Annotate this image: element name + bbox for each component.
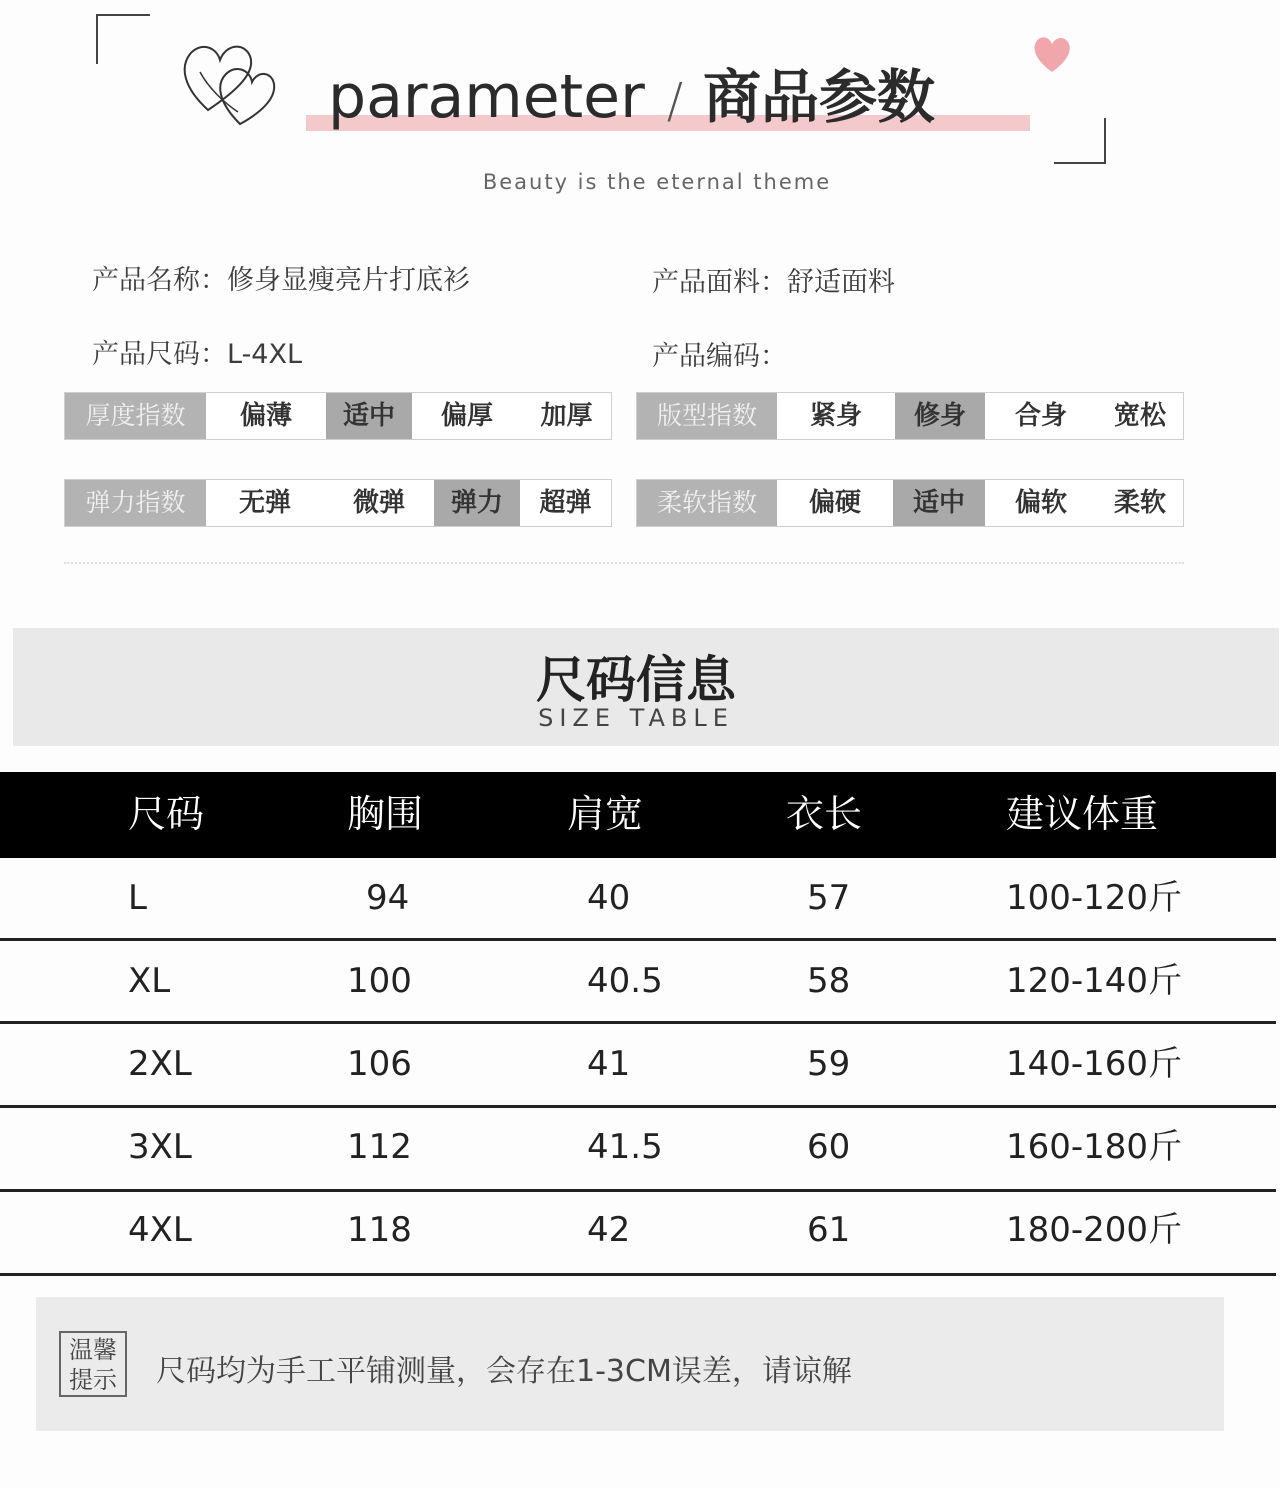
row-divider — [0, 1273, 1276, 1276]
double-heart-outline-icon — [178, 32, 278, 132]
product-fabric: 产品面料：舒适面料 — [652, 267, 895, 298]
table-cell: 57 — [807, 878, 851, 918]
elastic-index-label: 弹力指数 — [65, 480, 206, 526]
title-slash: / — [666, 73, 683, 129]
elastic-index — [64, 479, 612, 527]
fit-option-selected: 修身 — [895, 393, 985, 439]
thickness-index — [64, 392, 612, 440]
fit-option: 合身 — [1014, 401, 1067, 431]
table-cell: 112 — [347, 1127, 412, 1167]
table-cell: 140-160斤 — [1006, 1044, 1183, 1084]
softness-option: 偏硬 — [808, 488, 861, 518]
table-cell: 120-140斤 — [1006, 961, 1183, 1001]
size-info-title: 尺码信息 — [536, 650, 736, 709]
section-divider — [64, 562, 1184, 564]
product-size-range: 产品尺码：L-4XL — [92, 339, 303, 370]
tip-badge-line: 温馨 — [69, 1336, 117, 1364]
size-table-header-cell: 肩宽 — [567, 792, 644, 836]
size-info-subtitle: SIZE TABLE — [538, 704, 734, 732]
elastic-option: 微弹 — [352, 488, 405, 518]
table-cell: 118 — [347, 1210, 412, 1250]
softness-index — [636, 479, 1184, 527]
page-subtitle: Beauty is the eternal theme — [482, 170, 832, 194]
softness-option: 偏软 — [1014, 488, 1067, 518]
thickness-index-label: 厚度指数 — [65, 393, 206, 439]
table-cell: 4XL — [128, 1210, 192, 1250]
table-cell: L — [128, 878, 147, 918]
page-title — [328, 52, 935, 142]
size-table-header-cell: 建议体重 — [1006, 792, 1159, 836]
corner-bracket-top-left — [96, 14, 150, 64]
softness-option: 柔软 — [1113, 488, 1166, 518]
thickness-option: 加厚 — [540, 401, 593, 431]
tip-badge-line: 提示 — [69, 1366, 117, 1394]
product-code: 产品编码： — [652, 341, 787, 372]
size-table-header-cell: 尺码 — [128, 792, 205, 836]
row-divider — [0, 938, 1276, 941]
fit-option: 宽松 — [1113, 401, 1166, 431]
pink-heart-icon — [1030, 32, 1074, 76]
softness-index-label: 柔软指数 — [637, 480, 777, 526]
table-cell: 106 — [347, 1044, 412, 1084]
title-english: parameter — [328, 62, 645, 132]
table-cell: 61 — [807, 1210, 851, 1250]
table-cell: 41.5 — [587, 1127, 663, 1167]
table-cell: 94 — [366, 878, 410, 918]
table-cell: 3XL — [128, 1127, 192, 1167]
fit-index — [636, 392, 1184, 440]
table-cell: 40 — [587, 878, 631, 918]
softness-option-selected: 适中 — [893, 480, 985, 526]
table-cell: 160-180斤 — [1006, 1127, 1183, 1167]
thickness-option: 偏厚 — [440, 401, 493, 431]
elastic-option: 超弹 — [539, 488, 592, 518]
title-chinese: 商品参数 — [702, 63, 935, 131]
fit-index-label: 版型指数 — [637, 393, 777, 439]
elastic-option-selected: 弹力 — [434, 480, 520, 526]
row-divider — [0, 1105, 1276, 1108]
table-cell: 100-120斤 — [1006, 878, 1183, 918]
measurement-note: 尺码均为手工平铺测量，会存在1-3CM误差，请谅解 — [156, 1354, 852, 1389]
table-cell: 40.5 — [587, 961, 663, 1001]
table-cell: 41 — [587, 1044, 631, 1084]
table-cell: XL — [128, 961, 171, 1001]
corner-bracket-bottom-right — [1054, 118, 1106, 164]
table-cell: 42 — [587, 1210, 631, 1250]
tip-badge — [59, 1331, 127, 1397]
thickness-option-selected: 适中 — [326, 393, 412, 439]
fit-option: 紧身 — [809, 401, 862, 431]
table-cell: 100 — [347, 961, 412, 1001]
thickness-option: 偏薄 — [239, 401, 292, 431]
row-divider — [0, 1021, 1276, 1024]
elastic-option: 无弹 — [238, 488, 291, 518]
table-cell: 59 — [807, 1044, 851, 1084]
table-cell: 2XL — [128, 1044, 192, 1084]
table-cell: 180-200斤 — [1006, 1210, 1183, 1250]
table-cell: 58 — [807, 961, 851, 1001]
product-name: 产品名称：修身显瘦亮片打底衫 — [92, 265, 470, 296]
size-table-header-cell: 胸围 — [347, 792, 424, 836]
size-table-header-cell: 衣长 — [786, 792, 863, 836]
row-divider — [0, 1189, 1276, 1192]
table-cell: 60 — [807, 1127, 851, 1167]
